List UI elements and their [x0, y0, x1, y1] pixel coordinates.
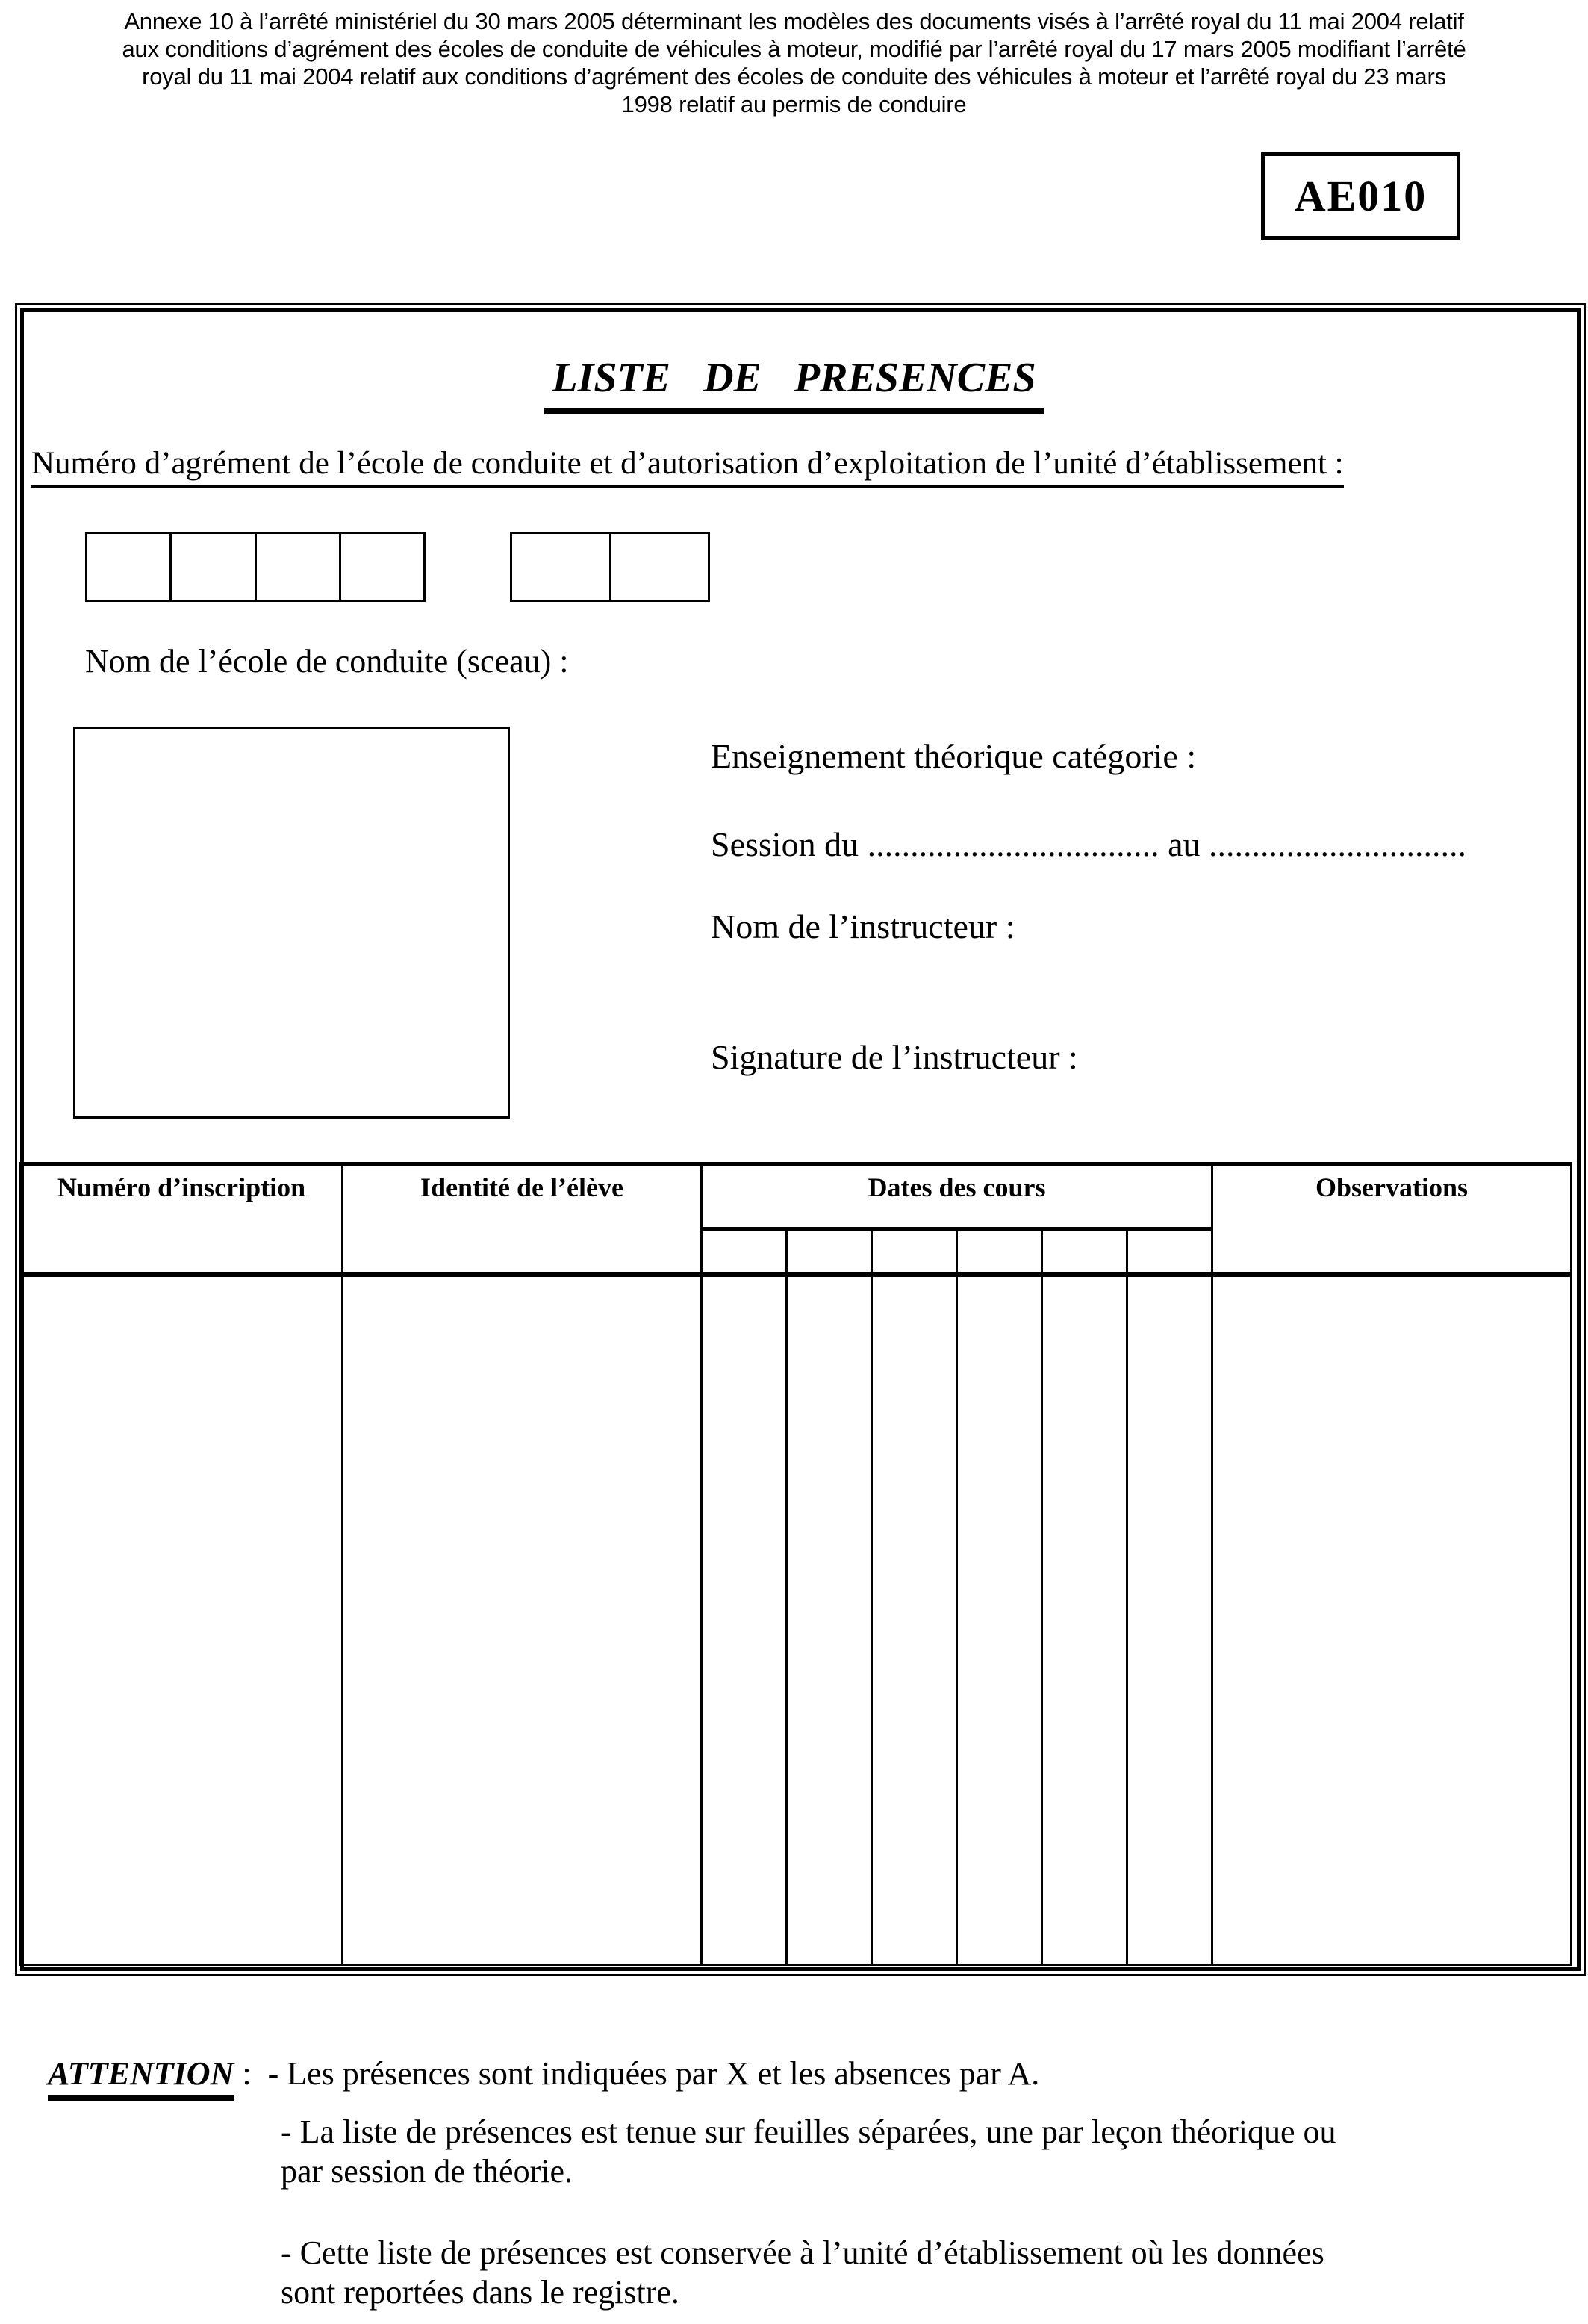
form-title: LISTE DE PRESENCES — [544, 354, 1043, 414]
attendance-table — [19, 1162, 1572, 1966]
note-item-register — [281, 2233, 1324, 2312]
header-cell-observations: Observations — [1315, 1172, 1468, 1202]
header-cell-dates — [703, 1166, 1213, 1272]
annex-line: Annexe 10 à l’arrêté ministériel du 30 mars 2005 déterminant les modèles des documents visés à l’arrêté royal du 11 mai 2004 relatif — [124, 8, 1464, 34]
date-subcolumn-body-cell — [788, 1277, 873, 1964]
body-cell-inscription — [22, 1277, 343, 1964]
agrement-digit-cell — [87, 534, 172, 600]
attention-first-item: - Les présences sont indiquées par X et les absences par A. — [267, 2055, 1040, 2092]
attention-separator: : — [234, 2055, 268, 2092]
session-dates-label: Session du .................................. au .............................. — [711, 825, 1466, 863]
annex-line: 1998 relatif au permis de conduire — [621, 91, 967, 117]
exploitation-digit-cell — [512, 534, 611, 600]
body-cell-dates — [703, 1277, 1213, 1964]
body-cell-observations — [1213, 1277, 1570, 1964]
body-cell-identity — [343, 1277, 703, 1964]
attendance-table-header — [22, 1166, 1570, 1277]
instructor-name-label: Nom de l’instructeur : — [711, 907, 1015, 945]
date-subcolumn-header-cell — [873, 1231, 958, 1272]
date-subcolumn-body-cell — [873, 1277, 958, 1964]
teaching-category-label: Enseignement théorique catégorie : — [711, 737, 1197, 775]
note-line: - La liste de présences est tenue sur feuilles séparées, une par leçon théorique ou — [281, 2113, 1336, 2150]
school-name-label: Nom de l’école de conduite (sceau) : — [85, 643, 569, 680]
attendance-table-body — [22, 1277, 1570, 1964]
annex-header — [0, 7, 1588, 118]
exploitation-number-grid — [510, 532, 710, 602]
annex-line: royal du 11 mai 2004 relatif aux conditions d’agrément des écoles de conduite des véhicules à moteur et l’arrêté royal du 23 mars — [142, 63, 1446, 90]
date-subcolumn-body-cell — [958, 1277, 1043, 1964]
date-subcolumn-header-cell — [703, 1231, 788, 1272]
agrement-digit-cell — [341, 534, 423, 600]
agrement-digit-cell — [257, 534, 341, 600]
header-cell-inscription: Numéro d’inscription — [22, 1166, 343, 1272]
date-subcolumn-header-cell — [788, 1231, 873, 1272]
attention-label: ATTENTION — [48, 2055, 234, 2101]
note-line: - Cette liste de présences est conservée à l’unité d’établissement où les données — [281, 2234, 1324, 2271]
date-subcolumn-header-cell — [1043, 1231, 1128, 1272]
form-title-row — [0, 354, 1588, 414]
date-subcolumn-body-cell — [1043, 1277, 1128, 1964]
date-subcolumn-header-cell — [958, 1231, 1043, 1272]
seal-box — [73, 727, 510, 1119]
annex-line: aux conditions d’agrément des écoles de conduite de véhicules à moteur, modifié par l’arrêté royal du 17 mars 2005 modifiant l’arrêté — [122, 36, 1466, 62]
date-subcolumn-body-cell — [703, 1277, 788, 1964]
agrement-number-grid — [85, 532, 426, 602]
date-subcolumn-body-cell — [1128, 1277, 1211, 1964]
header-cell-identity: Identité de l’élève — [343, 1166, 703, 1272]
date-subcolumn-header-cell — [1128, 1231, 1211, 1272]
note-line: par session de théorie. — [281, 2153, 573, 2190]
exploitation-digit-cell — [611, 534, 709, 600]
dates-subheader-row — [703, 1231, 1211, 1272]
form-code-box — [1261, 152, 1460, 240]
instructor-signature-label: Signature de l’instructeur : — [711, 1038, 1078, 1076]
note-item-separate-sheets — [281, 2112, 1336, 2191]
form-code: AE010 — [1294, 172, 1427, 220]
attention-note — [31, 2016, 1039, 2092]
agrement-heading: Numéro d’agrément de l’école de conduite et d’autorisation d’exploitation de l’unité d’établissement : — [31, 445, 1344, 482]
agrement-digit-cell — [172, 534, 256, 600]
dates-group-label: Dates des cours — [703, 1166, 1211, 1231]
note-line: sont reportées dans le registre. — [281, 2274, 679, 2311]
